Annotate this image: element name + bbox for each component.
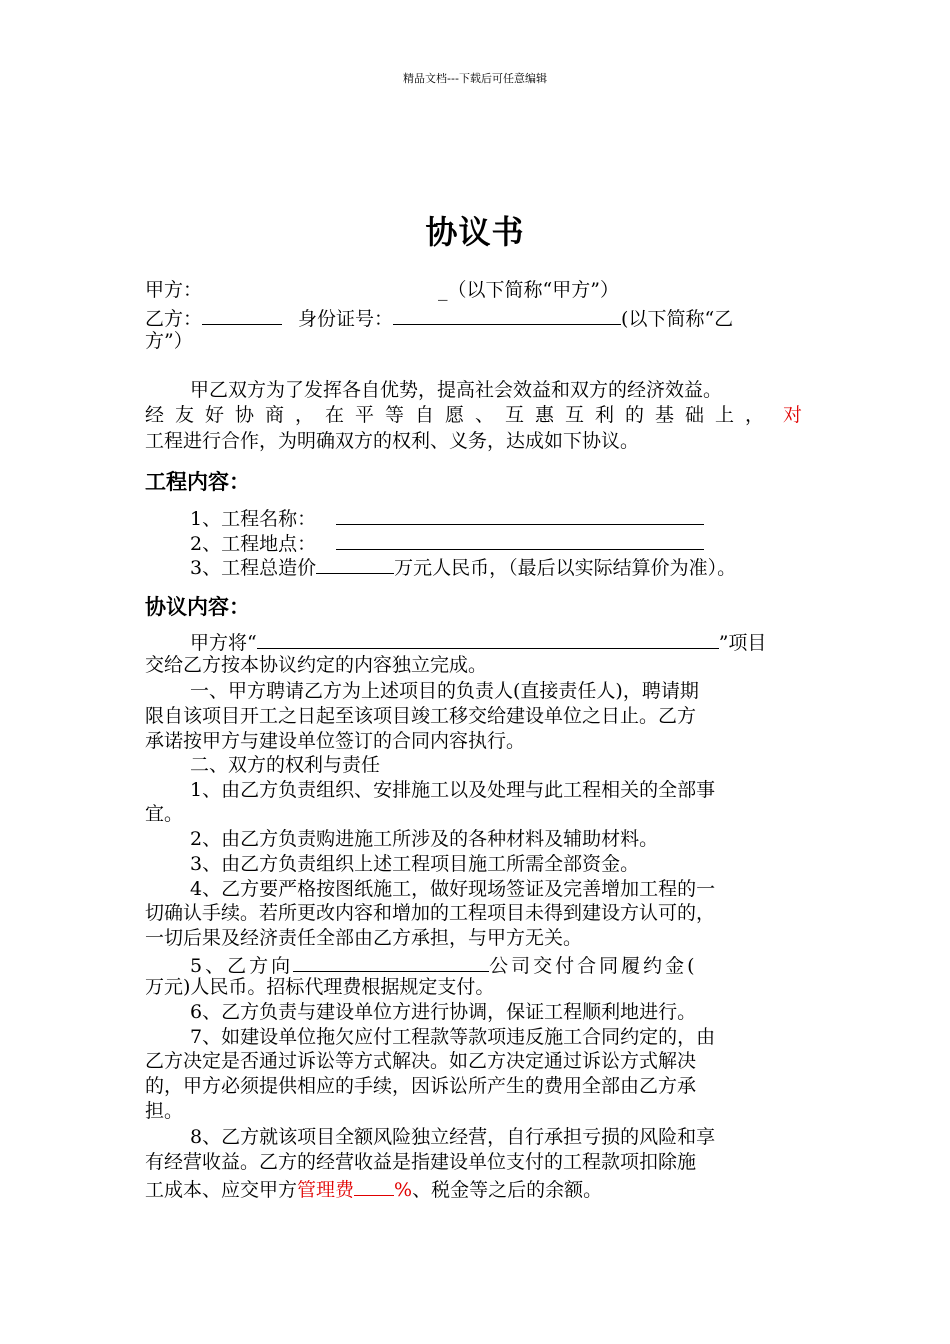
project-name-blank[interactable] xyxy=(336,504,704,525)
intro-line-2-text: 经友好协商，在平等自愿、互惠互利的基础上， xyxy=(145,404,776,426)
project-name-line xyxy=(190,504,704,532)
party-b-suffix: (以下简称“乙 xyxy=(621,308,734,330)
intro-line-1: 甲乙双方为了发挥各自优势，提高社会效益和双方的经济效益。 xyxy=(190,379,723,401)
project-cost-blank[interactable] xyxy=(316,553,394,574)
item-1-line-2: 宜。 xyxy=(145,803,184,825)
project-name-label: 1、工程名称： xyxy=(190,508,317,530)
page-title: 协议书 xyxy=(425,213,525,251)
section-1-line-3: 承诺按甲方与建设单位签订的合同内容执行。 xyxy=(145,730,526,752)
project-site-label: 2、工程地点： xyxy=(190,533,317,555)
item-3: 3、由乙方负责组织上述工程项目施工所需全部资金。 xyxy=(190,853,640,875)
section-1-line-2: 限自该项目开工之日起至该项目竣工移交给建设单位之日止。乙方 xyxy=(145,705,697,727)
item-4-line-3: 一切后果及经济责任全部由乙方承担，与甲方无关。 xyxy=(145,927,583,949)
id-label: 身份证号： xyxy=(298,308,394,330)
fee-percent-blank[interactable] xyxy=(354,1175,394,1196)
item-7-line-3: 的，甲方必须提供相应的手续，因诉讼所产生的费用全部由乙方承 xyxy=(145,1075,697,1097)
item-8-prefix: 工成本、应交甲方 xyxy=(145,1179,298,1201)
item-6: 6、乙方负责与建设单位方进行协调，保证工程顺利地进行。 xyxy=(190,1001,697,1023)
company-blank[interactable] xyxy=(293,951,489,972)
item-7-line-2: 乙方决定是否通过诉讼等方式解决。如乙方决定通过诉讼方式解决 xyxy=(145,1050,697,1072)
party-b-label: 乙方： xyxy=(145,308,203,330)
project-cost-label: 3、工程总造价 xyxy=(190,557,317,579)
management-fee-label: 管理费 xyxy=(297,1179,355,1201)
item-5-suffix: 公司交付合同履约金( xyxy=(489,955,698,977)
section-1-line-1: 一、甲方聘请乙方为上述项目的负责人(直接责任人)，聘请期 xyxy=(190,680,699,702)
project-transfer-blank[interactable] xyxy=(257,628,719,649)
item-5-prefix: 5、乙方向 xyxy=(190,955,294,977)
header-watermark: 精品文档---下载后可任意编辑 xyxy=(403,72,547,85)
agreement-p1-line-1 xyxy=(190,628,766,656)
item-4-line-2: 切确认手续。若所更改内容和增加的工程项目未得到建设方认可的， xyxy=(145,902,716,924)
item-8-line-3 xyxy=(145,1175,602,1203)
project-cost-line xyxy=(190,553,736,581)
item-2: 2、由乙方负责购进施工所涉及的各种材料及辅助材料。 xyxy=(190,828,659,850)
item-7-line-1: 7、如建设单位拖欠应付工程款等款项违反施工合同约定的，由 xyxy=(190,1026,716,1048)
percent-sign: % xyxy=(394,1179,413,1201)
agreement-p1-prefix: 甲方将“ xyxy=(190,632,257,654)
item-7-line-4: 担。 xyxy=(145,1100,184,1122)
intro-red-text: 对 xyxy=(783,404,814,426)
item-5-line-2: 万元)人民币。招标代理费根据规定支付。 xyxy=(145,976,495,998)
section-2-heading: 二、双方的权利与责任 xyxy=(190,754,381,776)
party-b-line xyxy=(145,304,733,332)
project-cost-suffix: 万元人民币，（最后以实际结算价为准）。 xyxy=(394,557,737,579)
project-heading: 工程内容： xyxy=(145,470,250,494)
item-8-line-2: 有经营收益。乙方的经营收益是指建设单位支付的工程款项扣除施 xyxy=(145,1151,697,1173)
intro-line-3: 工程进行合作，为明确双方的权利、义务，达成如下协议。 xyxy=(145,430,640,452)
item-8-suffix: 、税金等之后的余额。 xyxy=(412,1179,603,1201)
project-site-blank[interactable] xyxy=(336,529,704,550)
party-a-suffix: _（以下简称“甲方”） xyxy=(438,279,619,301)
party-b-cont: 方”） xyxy=(145,330,193,352)
id-blank[interactable] xyxy=(393,304,621,325)
agreement-p1-suffix: ”项目 xyxy=(718,632,767,654)
agreement-p1-line-2: 交给乙方按本协议约定的内容独立完成。 xyxy=(145,654,488,676)
party-a-line xyxy=(145,278,619,303)
intro-line-2 xyxy=(145,403,813,428)
party-b-blank[interactable] xyxy=(202,304,282,325)
item-4-line-1: 4、乙方要严格按图纸施工，做好现场签证及完善增加工程的一 xyxy=(190,878,716,900)
party-a-label: 甲方： xyxy=(145,279,203,301)
item-1-line-1: 1、由乙方负责组织、安排施工以及处理与此工程相关的全部事 xyxy=(190,779,716,801)
agreement-heading: 协议内容： xyxy=(145,595,250,619)
item-8-line-1: 8、乙方就该项目全额风险独立经营，自行承担亏损的风险和享 xyxy=(190,1126,716,1148)
